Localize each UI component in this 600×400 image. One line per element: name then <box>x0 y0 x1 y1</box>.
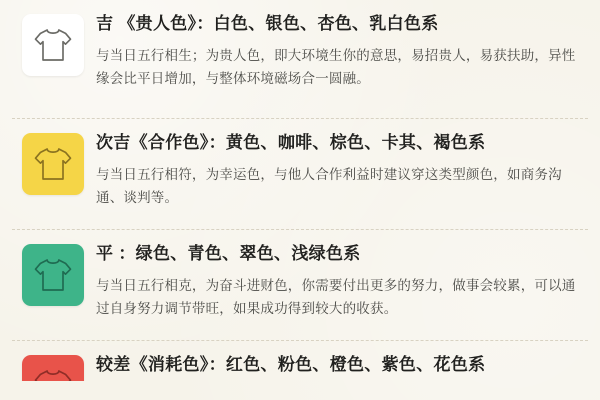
category-title: 《消耗色》 <box>130 355 209 374</box>
rank-label: 次吉 <box>96 133 131 152</box>
list-item <box>0 341 600 381</box>
tshirt-icon-white <box>22 14 84 76</box>
color-list: 黄色、咖啡、棕色、卡其、褐色系 <box>225 133 486 152</box>
description: 与当日五行相克，为奋斗进财色，你需要付出更多的努力，做事会较累，可以通过自身努力调节带旺，如果成功得到较大的收获。 <box>96 277 576 316</box>
headline <box>96 131 586 156</box>
icon-cell <box>14 240 92 306</box>
description: 与当日五行相生；为贵人色，即大环境生你的意思，易招贵人，易获扶助，异性缘会比平日增加，与整体环境磁场合一圆融。 <box>96 47 576 86</box>
category-title: 《合作色》 <box>130 133 209 152</box>
text-cell <box>92 10 586 90</box>
color-list: 白色、银色、杏色、乳白色系 <box>213 14 439 33</box>
rank-label: 较差 <box>96 355 131 374</box>
tshirt-icon-green <box>22 244 84 306</box>
color-list: 红色、粉色、橙色、紫色、花色系 <box>225 355 486 374</box>
headline <box>96 12 586 37</box>
separator: ： <box>208 355 226 374</box>
tshirt-icon-yellow <box>22 133 84 195</box>
separator: ： <box>208 133 226 152</box>
rank-label: 吉 <box>96 14 114 33</box>
icon-cell <box>14 351 92 381</box>
text-cell <box>92 129 586 209</box>
icon-cell <box>14 10 92 76</box>
icon-cell <box>14 129 92 195</box>
headline <box>96 353 586 378</box>
text-cell <box>92 240 586 320</box>
tshirt-icon-red <box>22 355 84 381</box>
headline <box>96 242 586 267</box>
list-item <box>0 119 600 229</box>
separator: ： <box>196 14 214 33</box>
rank-label: 平 <box>96 244 114 263</box>
list-item <box>0 0 600 118</box>
text-cell <box>92 351 586 381</box>
list-item <box>0 230 600 340</box>
category-title: 《贵人色》 <box>118 14 197 33</box>
separator: ： <box>118 244 136 263</box>
color-list: 绿色、青色、翠色、浅绿色系 <box>135 244 361 263</box>
description: 与当日五行相符，为幸运色，与他人合作利益时建议穿这类型颜色，如商务沟通、谈判等。 <box>96 166 562 205</box>
